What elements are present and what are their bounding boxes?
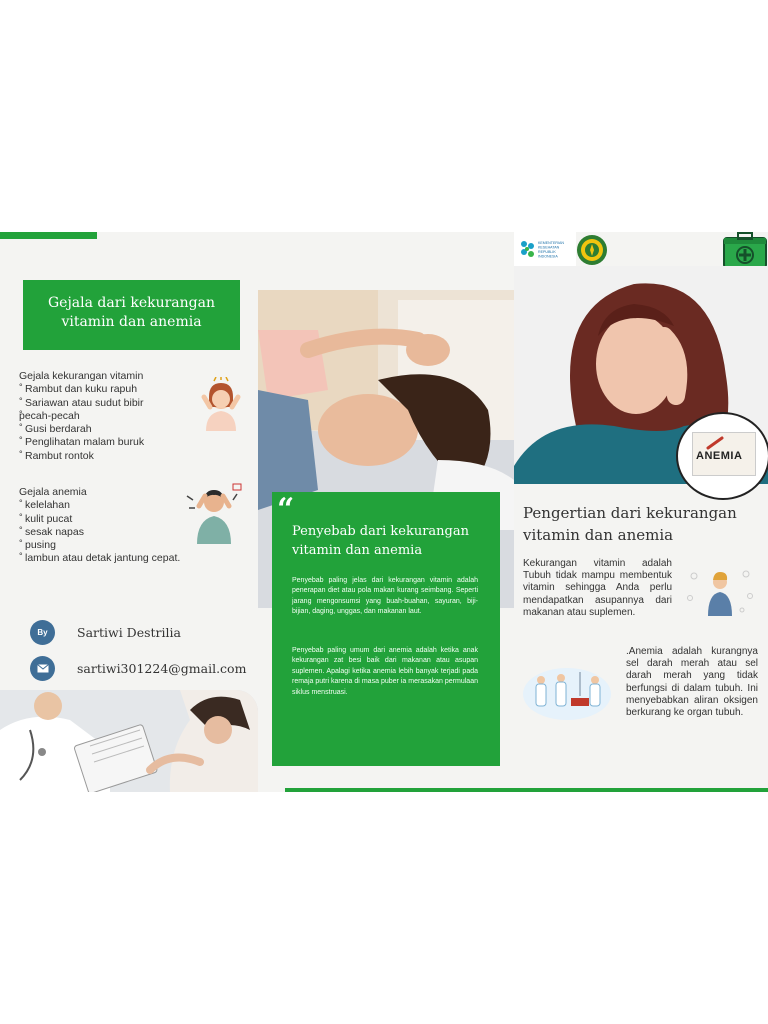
causes-paragraph-anemia: Penyebab paling umum dari anemia adalah ketika anak kekurangan zat besi baik dari makanan atau asupan suplemen. Apalagi ketika anemia lebih banyak terjadi pada remaja putri karena di masa puber ia merasakan permulaan siklus menstruasi. <box>292 647 478 696</box>
brochure <box>0 232 768 792</box>
author-email[interactable]: sartiwi301224@gmail.com <box>77 661 247 676</box>
anemia-sign-badge <box>676 412 768 500</box>
author-name: Sartiwi Destrilia <box>77 625 181 640</box>
medical-team-illustration <box>521 662 613 722</box>
causes-card <box>272 492 500 766</box>
causes-paragraph-vitamin: Penyebab paling jelas dari kekurangan vitamin adalah penerapan diet atau pola makan kurang seimbang. Seperti jarang mengonsumsi yang buah-buahan, sayuran, biji-bijian, daging, unggas, dan makanan laut. <box>292 577 478 616</box>
anemia-definition: .Anemia adalah kurangnya sel darah merah atau sel darah merah yang tidak berfungsi di dalam tubuh. Ini menyebabkan aliran oksigen berkurang ke organ tubuh. <box>626 646 758 719</box>
definition-title-line2: vitamin dan anemia <box>523 526 674 544</box>
by-badge: By <box>30 620 55 645</box>
thinking-woman-illustration <box>684 566 756 618</box>
list-item: ° Penglihatan malam buruk <box>19 436 199 449</box>
email-row <box>30 656 246 681</box>
list-item: ° Gusi berdarah <box>19 423 199 436</box>
syringe-icon <box>706 436 726 450</box>
list-item: ° kelelahan <box>19 499 229 512</box>
list-item: ° lambun atau detak jantung cepat. <box>19 552 229 565</box>
vitamin-symptoms-heading: Gejala kekurangan vitamin <box>19 370 144 382</box>
institution-seal-logo <box>576 234 608 266</box>
top-accent-bar <box>0 232 97 239</box>
doctor-consultation-photo <box>0 690 258 792</box>
list-item: ° Rambut rontok <box>19 450 199 463</box>
mail-icon <box>30 656 55 681</box>
dizzy-man-illustration <box>183 482 245 548</box>
svg-text:REPUBLIK: REPUBLIK <box>538 250 556 254</box>
causes-title <box>292 522 492 560</box>
symptoms-title-box <box>23 280 240 350</box>
definition-title-line1: Pengertian dari kekurangan <box>523 504 737 522</box>
bottom-accent-bar <box>285 788 768 792</box>
causes-title-line1: Penyebab dari kekurangan <box>292 524 469 539</box>
svg-text:INDONESIA: INDONESIA <box>538 254 558 259</box>
anemia-word: ANEMIA <box>696 450 743 462</box>
svg-text:KESEHATAN: KESEHATAN <box>538 245 560 250</box>
definition-title <box>523 502 763 546</box>
vitamin-deficiency-definition: Kekurangan vitamin adalah Tubuh tidak mampu membentuk vitamin sehingga Anda perlu mendapatkan asupannya dari makanan atau suplemen. <box>523 558 672 618</box>
list-item: ° pusing <box>19 539 229 552</box>
vitamin-symptoms-list <box>19 370 199 463</box>
first-aid-kit-icon <box>722 232 768 270</box>
kemenkes-logo-text: KEMENTERIAN <box>538 241 564 245</box>
list-item: ° Rambut dan kuku rapuh <box>19 383 199 396</box>
quote-icon: “ <box>277 492 295 527</box>
symptoms-title-line2: vitamin dan anemia <box>61 314 202 330</box>
kemenkes-logo <box>514 232 576 266</box>
causes-title-line2: vitamin dan anemia <box>292 543 423 558</box>
anemia-symptoms-heading: Gejala anemia <box>19 486 87 498</box>
list-item: ° kulit pucat <box>19 513 229 526</box>
author-row <box>30 620 181 645</box>
list-item: ° Sariawan atau sudut bibir <box>19 397 199 410</box>
list-item: ° sesak napas <box>19 526 229 539</box>
list-item: ° pecah-pecah <box>19 410 199 423</box>
symptoms-title-line1: Gejala dari kekurangan <box>47 295 215 311</box>
sick-girl-illustration <box>198 377 244 433</box>
